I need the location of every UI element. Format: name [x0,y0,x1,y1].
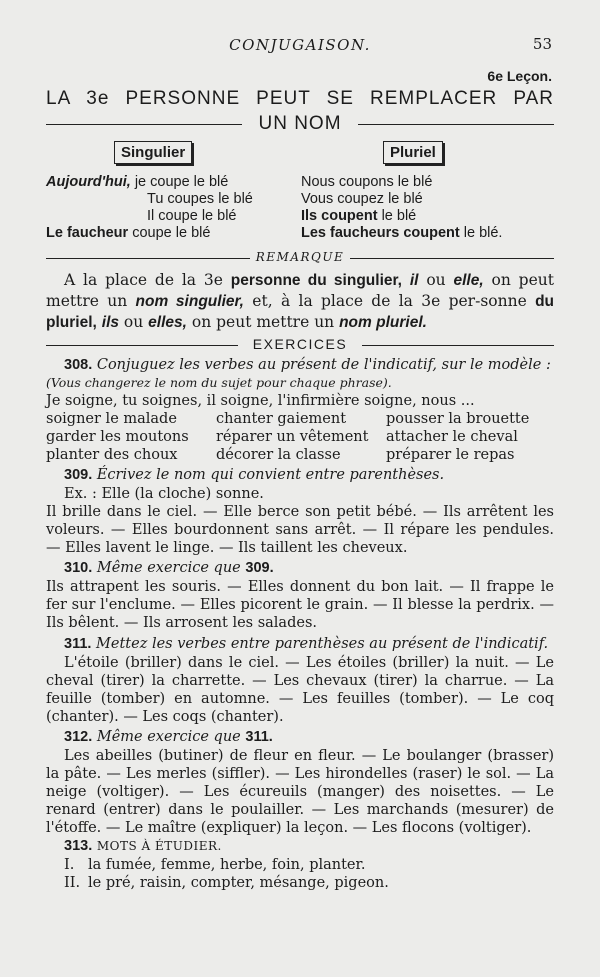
exercise-instruction: Même exercice que [96,729,241,745]
singular-line-4-rest: coupe le blé [128,225,211,241]
exercise-number: 308. [64,357,93,373]
word-list-line [64,856,554,874]
word-list-mark: I. [64,857,75,873]
singular-line-1 [46,174,228,190]
plural-line-1: Nous coupons le blé [301,174,433,190]
remarque-part: on peut mettre un [186,313,340,331]
plural-header-box: Pluriel [383,141,443,164]
exercise-number: 310. [64,560,93,576]
verb-phrase: garder les moutons [46,429,189,445]
exercise-313-instruction [46,837,554,855]
page-number: 53 [532,35,552,53]
plural-line-3-rest: le blé [377,208,417,224]
running-header: CONJUGAISON. [229,36,371,54]
singular-line-4 [46,225,210,241]
verb-phrase: soigner le malade [46,411,177,427]
exercise-number: 313. [64,838,93,854]
plural-line-3-subject: Ils coupent [301,208,378,224]
exercise-number: 311. [64,636,92,652]
remarque-part: personne du singulier, [230,272,402,289]
singular-header-box: Singulier [114,141,192,164]
exercise-309-instruction [46,466,554,484]
exercise-reference: 309. [245,560,274,576]
remarque-label: REMARQUE [255,250,345,264]
verb-phrase: planter des choux [46,447,178,463]
exercise-instruction: Écrivez le nom qui convient entre parenthèses. [96,467,445,483]
remarque-part [402,271,410,289]
exercise-number: 309. [64,467,93,483]
word-list-text: la fumée, femme, herbe, foin, planter. [88,857,366,873]
remarque-part: et, à la place de la 3e per-sonne [243,292,536,310]
lesson-title-line-1: LA 3e PERSONNE PEUT SE REMPLACER PAR [46,88,554,109]
exercise-309-example: Ex. : Elle (la cloche) sonne. [64,486,264,502]
exercise-instruction: Conjuguez les verbes au présent de l'indicatif, sur le modèle : [96,357,551,373]
remarque-part: A la place de la 3e [64,271,231,289]
exercise-312-instruction [46,728,554,746]
remarque-part: elle, [453,272,484,289]
exercise-number: 312. [64,729,93,745]
plural-line-4 [301,225,502,241]
word-list-mark: II. [64,875,81,891]
singular-line-1-rest: je coupe le blé [130,174,229,190]
verb-phrase: attacher le cheval [386,429,518,445]
remarque-part: elles, [148,314,187,331]
exercise-308-instruction [46,356,554,374]
exercise-308-note: (Vous changerez le nom du sujet pour chaque phrase). [46,375,392,390]
exercise-309-text: Il brille dans le ciel. — Elle berce son petit bébé. — Ils arrêtent les voleurs. — Elles bourdonnent sans arrêt. — Il répare les pendules. — Elles lavent le linge. — Ils taillent les cheveux. [46,504,554,556]
exercise-instruction: Même exercice que [96,560,241,576]
exercices-label: EXERCICES [252,336,348,352]
remarque-rule-right [350,258,554,259]
singular-line-3: Il coupe le blé [147,208,237,224]
exercices-rule-right [362,345,554,346]
exercise-308-model: Je soigne, tu soignes, il soigne, l'infirmière soigne, nous ... [46,393,475,409]
singular-line-1-subject: Aujourd'hui, [46,174,131,190]
plural-line-2: Vous coupez le blé [301,191,423,207]
remarque-part: ou [119,313,149,331]
remarque-text [46,270,554,333]
plural-line-4-rest: le blé. [459,225,503,241]
exercise-310-text: Ils attrapent les souris. — Elles donnent du bon lait. — Il frappe le fer sur l'enclume. — Elles picorent le grain. — Il blesse la perdrix. — Ils bêlent. — Ils arrosent les salades. [46,579,554,631]
word-list-line [64,874,554,892]
exercise-311-instruction [46,635,554,653]
verb-phrase: chanter gaiement [216,411,347,427]
remarque-part: il [409,272,419,289]
remarque-part: nom singulier, [135,293,244,310]
singular-line-2: Tu coupes le blé [147,191,253,207]
exercise-312-text: Les abeilles (butiner) de fleur en fleur. — Le boulanger (brasser) la pâte. — Les merles (siffler). — Les hirondelles (raser) le sol. — La neige (voltiger). — Les écureuils (manger) des noisettes. — Le renard (entrer) dans le poulailler. — Les marchands (mesurer) de l'étoffe. — Le maître (expliquer) la leçon. — Les flocons (voltiger). [46,748,554,836]
plural-line-3 [301,208,416,224]
verb-phrase: décorer la classe [216,447,341,463]
word-list-text: le pré, raisin, compter, mésange, pigeon. [88,875,389,891]
title-rule-right [358,124,554,125]
remarque-part: nom pluriel. [339,314,427,331]
lesson-title-line-2: UN NOM [258,113,342,134]
remarque-part: ils [101,314,119,331]
exercise-311-text: L'étoile (briller) dans le ciel. — Les étoiles (briller) la nuit. — Le cheval (tirer) la charrette. — Les chevaux (tirer) la charrue. — La feuille (tomber) en automne. — Les feuilles (tomber). — Le coq (chanter). — Les coqs (chanter). [46,655,554,725]
exercise-instruction: MOTS À ÉTUDIER. [96,839,222,853]
verb-phrase: pousser la brouette [386,411,530,427]
plural-line-4-subject: Les faucheurs coupent [301,225,460,241]
verb-phrase: réparer un vêtement [216,429,369,445]
exercise-reference: 311. [245,729,273,745]
exercise-instruction: Mettez les verbes entre parenthèses au présent de l'indicatif. [96,636,549,652]
remarque-part: on peut mettre un [46,271,554,310]
lesson-label: 6e Leçon. [487,68,552,84]
exercise-310-instruction [46,559,554,577]
singular-line-4-subject: Le faucheur [46,225,129,241]
remarque-part: du pluriel, [46,293,554,331]
verb-phrase: préparer le repas [386,447,515,463]
remarque-part: ou [418,271,454,289]
